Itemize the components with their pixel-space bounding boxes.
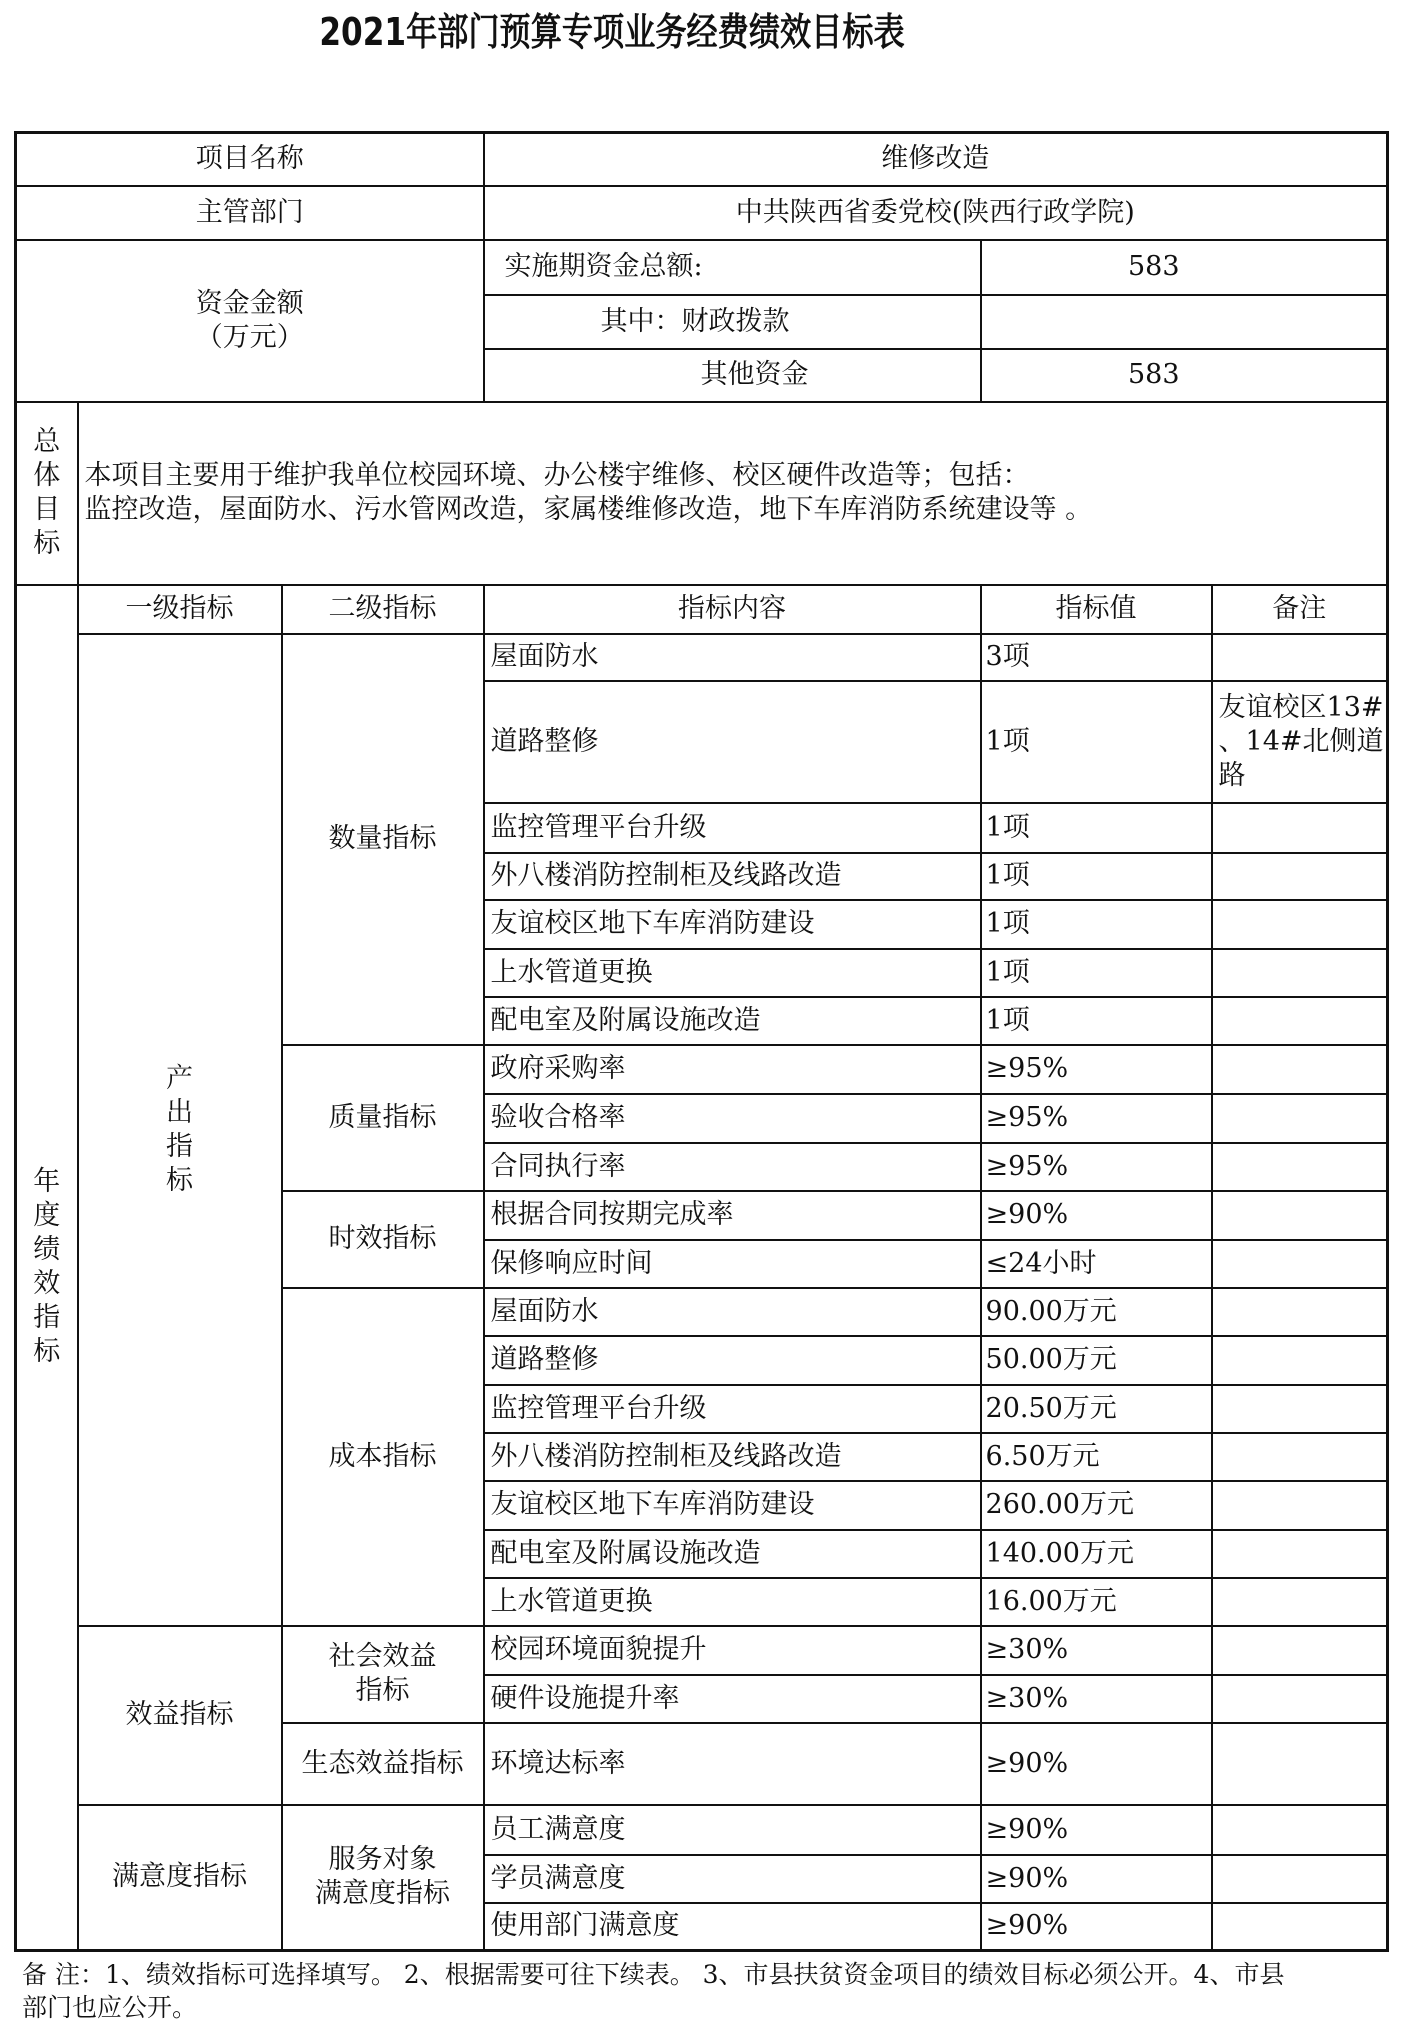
output-label-char: 指 [166,1130,193,1162]
indicator-content: 合同执行率 [484,1143,981,1191]
indicator-content: 根据合同按期完成率 [484,1191,981,1240]
indicator-note [1212,1433,1388,1481]
indicator-content: 政府采购率 [484,1045,981,1094]
footer-note-line2: 部门也应公开。 [22,1993,198,2022]
funds-total-label: 实施期资金总额: [484,240,981,295]
footer-note-line1: 备 注：1、绩效指标可选择填写。 2、根据需要可往下续表。 3、市县扶贫资金项目的绩效目标必须公开。4、市县 [22,1960,1285,1989]
project-name-value: 维修改造 [484,133,1388,186]
annual-label-char: 度 [33,1200,61,1232]
indicator-content: 友谊校区地下车库消防建设 [484,900,981,949]
indicator-note [1212,1855,1388,1903]
quantity-indicator-label: 数量指标 [282,634,484,1045]
indicator-value: ≥95% [981,1094,1212,1143]
header-level2: 二级指标 [282,585,484,634]
indicator-content: 验收合格率 [484,1094,981,1143]
funds-other-label: 其他资金 [484,349,981,402]
indicator-note [1212,1288,1388,1336]
indicator-content: 友谊校区地下车库消防建设 [484,1481,981,1530]
output-indicator-label [78,634,282,1626]
indicator-value: ≥90% [981,1855,1212,1903]
overall-goal-label-char: 标 [33,528,61,559]
indicator-note [1212,1094,1388,1143]
indicator-content: 保修响应时间 [484,1240,981,1288]
annual-label-char: 年 [33,1166,61,1198]
indicator-content: 外八楼消防控制柜及线路改造 [484,853,981,900]
annual-label-char: 效 [33,1268,61,1300]
indicator-note [1212,1578,1388,1626]
indicator-content: 屋面防水 [484,634,981,681]
annual-label-char: 指 [33,1302,61,1334]
project-name-row [16,133,1388,186]
output-label-char: 标 [166,1164,193,1196]
funds-label-line2: （万元） [195,321,304,353]
header-content: 指标内容 [484,585,981,634]
overall-goal-line2: 监控改造，屋面防水、污水管网改造，家属楼维修改造，地下车库消防系统建设等 。 [84,494,1093,525]
indicator-value: 6.50万元 [981,1433,1212,1481]
performance-target-table [14,131,1389,1952]
indicator-content: 道路整修 [484,1336,981,1385]
cost-indicator-label: 成本指标 [282,1288,484,1626]
indicator-value: ≥30% [981,1675,1212,1723]
indicator-value: 1项 [981,997,1212,1045]
indicator-content: 配电室及附属设施改造 [484,1530,981,1578]
overall-goal-label-char: 目 [33,494,61,525]
indicator-header-row [16,585,1388,634]
indicator-content: 员工满意度 [484,1805,981,1855]
indicator-note [1212,1626,1388,1675]
annual-label-char: 绩 [33,1234,61,1266]
indicator-value: 90.00万元 [981,1288,1212,1336]
annual-label-char: 标 [33,1336,61,1368]
indicator-value: 140.00万元 [981,1530,1212,1578]
page-title: 2021年部门预算专项业务经费绩效目标表 [319,10,905,54]
indicator-value: ≥90% [981,1723,1212,1805]
satisfaction-indicator-label: 满意度指标 [78,1805,282,1951]
overall-goal-label-char: 体 [33,460,61,491]
quality-indicator-label: 质量指标 [282,1045,484,1191]
table-row [16,634,1388,681]
indicator-content: 校园环境面貌提升 [484,1626,981,1675]
output-label-char: 出 [166,1096,193,1128]
department-value: 中共陕西省委党校(陕西行政学院) [484,186,1388,240]
funds-label-line1: 资金金额 [195,287,304,319]
indicator-value: 20.50万元 [981,1385,1212,1433]
indicator-note [1212,1240,1388,1288]
service-satisfaction-label-line1: 服务对象 [328,1844,437,1876]
social-benefit-label-line1: 社会效益 [328,1641,437,1672]
note-line: 友谊校区13# [1218,691,1384,723]
funds-label [16,240,484,402]
indicator-note [1212,1481,1388,1530]
annual-performance-label [16,585,78,1951]
indicator-content: 配电室及附属设施改造 [484,997,981,1045]
indicator-note [1212,1530,1388,1578]
service-satisfaction-label-line2: 满意度指标 [315,1878,450,1910]
department-row [16,186,1388,240]
indicator-content: 硬件设施提升率 [484,1675,981,1723]
timeliness-indicator-label: 时效指标 [282,1191,484,1288]
indicator-content: 环境达标率 [484,1723,981,1805]
social-benefit-label [282,1626,484,1723]
department-label: 主管部门 [16,186,484,240]
indicator-value: 50.00万元 [981,1336,1212,1385]
indicator-note [1212,1143,1388,1191]
indicator-note [1212,1675,1388,1723]
indicator-note [1212,634,1388,681]
table-row [16,1805,1388,1855]
indicator-content: 监控管理平台升级 [484,803,981,853]
indicator-note [1212,681,1388,803]
indicator-content: 监控管理平台升级 [484,1385,981,1433]
overall-goal-line1: 本项目主要用于维护我单位校园环境、办公楼宇维修、校区硬件改造等；包括： [84,460,1030,491]
indicator-value: ≥90% [981,1805,1212,1855]
indicator-value: 3项 [981,634,1212,681]
indicator-value: 1项 [981,853,1212,900]
indicator-note [1212,1723,1388,1805]
indicator-value: ≥90% [981,1191,1212,1240]
funds-total-value: 583 [981,240,1388,295]
overall-goal-row [16,402,1388,585]
indicator-content: 使用部门满意度 [484,1903,981,1951]
indicator-value: 260.00万元 [981,1481,1212,1530]
indicator-note [1212,803,1388,853]
social-benefit-label-line2: 指标 [355,1675,410,1706]
table-row [16,1626,1388,1675]
note-line: 路 [1218,759,1246,791]
indicator-note [1212,1805,1388,1855]
indicator-value: ≥95% [981,1045,1212,1094]
indicator-note [1212,997,1388,1045]
indicator-note [1212,1336,1388,1385]
funds-fiscal-label: 其中：财政拨款 [484,295,981,349]
output-label-char: 产 [166,1062,193,1094]
header-value: 指标值 [981,585,1212,634]
indicator-content: 外八楼消防控制柜及线路改造 [484,1433,981,1481]
funds-total-row [16,240,1388,295]
benefit-indicator-label: 效益指标 [78,1626,282,1805]
indicator-content: 屋面防水 [484,1288,981,1336]
ecological-benefit-label: 生态效益指标 [282,1723,484,1805]
service-satisfaction-label [282,1805,484,1951]
indicator-note [1212,949,1388,997]
indicator-value: 16.00万元 [981,1578,1212,1626]
indicator-content: 道路整修 [484,681,981,803]
indicator-content: 上水管道更换 [484,949,981,997]
overall-goal-label [16,402,78,585]
indicator-note [1212,1903,1388,1951]
indicator-value: ≤24小时 [981,1240,1212,1288]
project-name-label: 项目名称 [16,133,484,186]
indicator-value: 1项 [981,803,1212,853]
indicator-content: 学员满意度 [484,1855,981,1903]
footer-notes [22,1958,1387,2024]
indicator-value: ≥90% [981,1903,1212,1951]
indicator-value: ≥30% [981,1626,1212,1675]
header-note: 备注 [1212,585,1388,634]
indicator-note [1212,1385,1388,1433]
indicator-note [1212,900,1388,949]
indicator-note [1212,1045,1388,1094]
overall-goal-label-char: 总 [33,426,61,457]
funds-fiscal-value [981,295,1388,349]
indicator-value: ≥95% [981,1143,1212,1191]
indicator-note [1212,853,1388,900]
indicator-value: 1项 [981,900,1212,949]
overall-goal-text [78,402,1388,585]
header-level1: 一级指标 [78,585,282,634]
indicator-content: 上水管道更换 [484,1578,981,1626]
funds-other-value: 583 [981,349,1388,402]
note-line: 、14#北侧道 [1218,725,1384,757]
indicator-value: 1项 [981,949,1212,997]
indicator-value: 1项 [981,681,1212,803]
indicator-note [1212,1191,1388,1240]
